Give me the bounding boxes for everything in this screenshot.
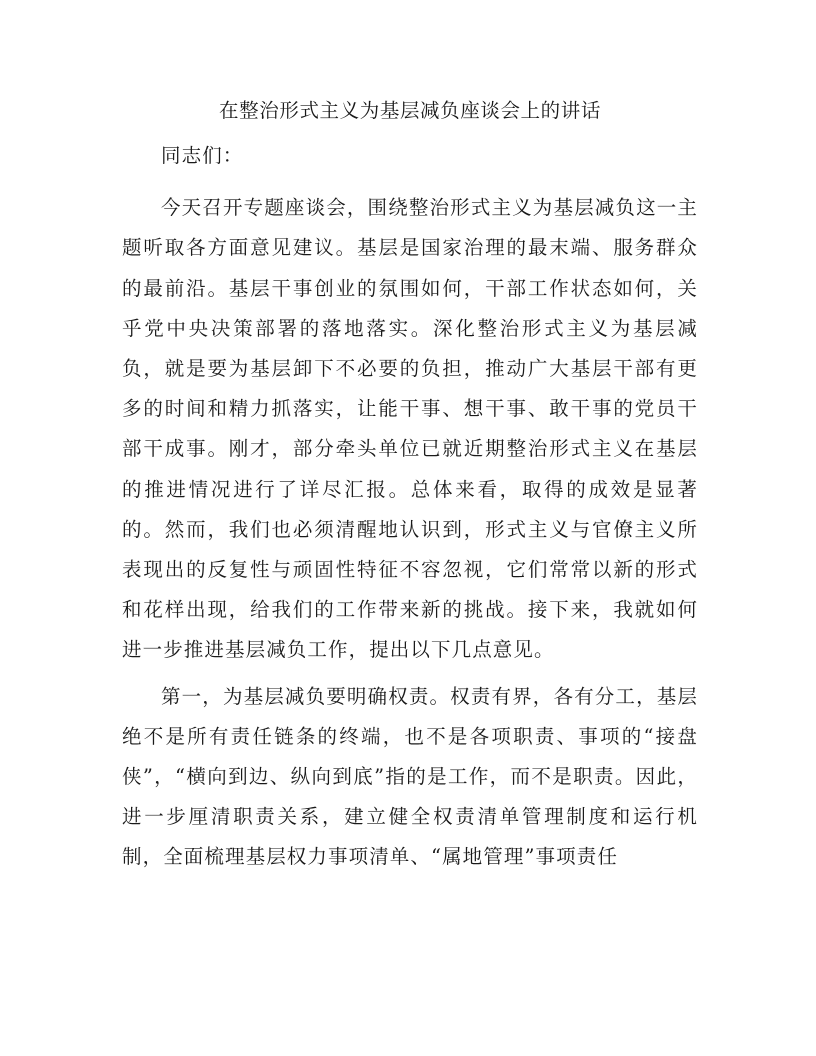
salutation: 同志们：	[161, 144, 244, 167]
document-title: 在整治形式主义为基层减负座谈会上的讲话	[219, 99, 601, 122]
paragraph-first-point: 第一，为基层减负要明确权责。权责有界，各有分工，基层绝不是所有责任链条的终端，也不是各项职责、事项的“接盘侠”，“横向到边、纵向到底”指的是工作，而不是职责。因此，进一步厘清职责关系，建立健全权责清单管理制度和运行机制，全面梳理基层权力事项清单、“属地管理”事项责任	[122, 684, 698, 869]
paragraph-intro: 今天召开专题座谈会，围绕整治形式主义为基层减负这一主题听取各方面意见建议。基层是国家治理的最末端、服务群众的最前沿。基层干事创业的氛围如何，干部工作状态如何，关乎党中央决策部署的落地落实。深化整治形式主义为基层减负，就是要为基层卸下不必要的负担，推动广大基层干部有更多的时间和精力抓落实，让能干事、想干事、敢干事的党员干部干成事。刚才，部分牵头单位已就近期整治形式主义在基层的推进情况进行了详尽汇报。总体来看，取得的成效是显著的。然而，我们也必须清醒地认识到，形式主义与官僚主义所表现出的反复性与顽固性特征不容忽视，它们常常以新的形式和花样出现，给我们的工作带来新的挑战。接下来，我就如何进一步推进基层减负工作，提出以下几点意见。	[122, 196, 698, 662]
document-body	[122, 92, 698, 884]
